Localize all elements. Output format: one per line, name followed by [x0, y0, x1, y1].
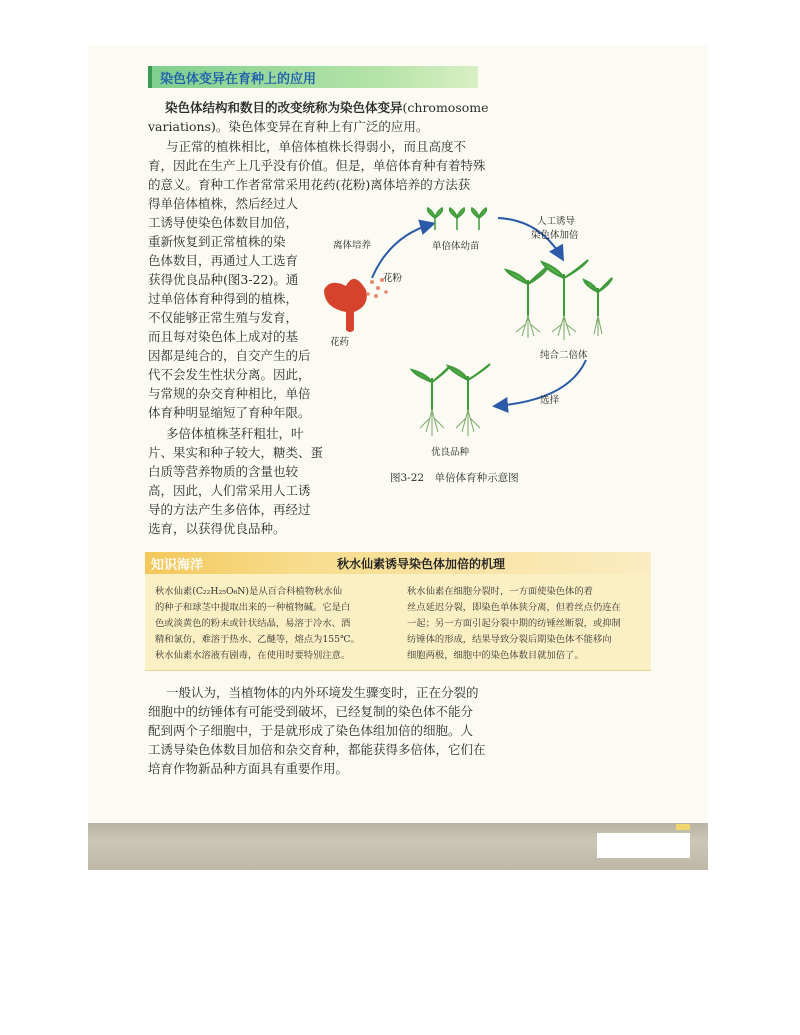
variety-plants-icon	[412, 364, 490, 436]
para4-line: 培育作物新品种方面具有重要作用。	[148, 761, 349, 776]
para2-line: 与常规的杂交育种相比，单倍	[148, 386, 311, 401]
knowledge-left-line: 的种子和球茎中提取出来的一种植物碱。它是白	[155, 602, 351, 613]
para3-line: 多倍体植株茎秆粗壮，叶	[166, 426, 304, 441]
knowledge-right-line: 一起；另一方面引起分裂中期的纺锤丝断裂，或抑制	[407, 618, 621, 629]
knowledge-right-line: 纺锤体的形成，结果导致分裂后期染色体不能移向	[407, 634, 612, 645]
para2-line: 工诱导使染色体数目加倍，	[148, 215, 299, 230]
para4-line: 工诱导染色体数目加倍和杂交育种，都能获得多倍体，它们在	[148, 742, 486, 757]
para2-line: 育，因此在生产上几乎没有价值。但是，单倍体育种有着特殊	[148, 158, 486, 173]
para2-line: 与正常的植株相比，单倍体植株长得弱小，而且高度不	[166, 139, 467, 154]
knowledge-tag: 知识海洋	[151, 558, 204, 573]
label-select: 选择	[540, 395, 560, 406]
para3-line: 白质等营养物质的含量也较	[148, 464, 299, 479]
label-variety: 优良品种	[431, 447, 470, 458]
para2-line: 获得优良品种(图3-22)。通	[148, 272, 299, 287]
section-heading: 染色体变异在育种上的应用	[160, 72, 317, 87]
para2-line: 的意义。育种工作者常常采用花药(花粉)离体培养的方法获	[148, 177, 471, 192]
knowledge-left-line: 秋水仙素(C₂₂H₂₅O₆N)是从百合科植物秋水仙	[155, 586, 343, 597]
para3-line: 高，因此，人们常采用人工诱	[148, 483, 311, 498]
label-induce-1: 人工诱导	[537, 216, 576, 227]
footer-accent-mark	[676, 824, 690, 830]
para3-line: 选育，以获得优良品种。	[148, 521, 286, 536]
haploid-seedlings-icon	[428, 208, 487, 230]
para4-line: 细胞中的纺锤体有可能受到破坏，已经复制的染色体不能分	[148, 704, 474, 719]
para3-line: 导的方法产生多倍体，再经过	[148, 502, 311, 517]
anther-icon	[324, 278, 388, 332]
label-induce-2: 染色体加倍	[531, 230, 579, 241]
knowledge-right-line: 丝点延迟分裂，即染色单体狭分离，但着丝点仍连在	[407, 602, 621, 613]
knowledge-left-line: 秋水仙素水溶液有剧毒，在使用时要特别注意。	[155, 650, 351, 661]
para1-line1-tail: (chromosome	[402, 100, 489, 115]
para2-line: 体育种明显缩短了育种年限。	[148, 405, 311, 420]
para1-bold-lead: 染色体结构和数目的改变统称为染色体变异	[165, 100, 403, 115]
label-diploid: 纯合二倍体	[540, 350, 588, 361]
knowledge-right-column	[407, 584, 647, 664]
knowledge-box	[145, 574, 651, 671]
diploid-plants-icon	[506, 260, 612, 340]
knowledge-left-column	[155, 584, 395, 664]
knowledge-title: 秋水仙素诱导染色体加倍的机理	[337, 557, 506, 571]
knowledge-right-line: 细胞两极，细胞中的染色体数目就加倍了。	[407, 650, 584, 661]
para2-line: 而且每对染色体上成对的基	[148, 329, 299, 344]
para4-line: 配到两个子细胞中，于是就形成了染色体组加倍的细胞。人	[148, 723, 474, 738]
knowledge-header	[145, 552, 651, 574]
para2-line: 得单倍体植株，然后经过人	[148, 196, 299, 211]
para2-line: 不仅能够正常生殖与发育，	[148, 310, 299, 325]
label-haploid: 单倍体幼苗	[432, 241, 480, 252]
para2-line: 色体数目，再通过人工选育	[148, 253, 299, 268]
para2-line: 重新恢复到正常植株的染	[148, 234, 286, 249]
para1-line2: variations)。染色体变异在育种上有广泛的应用。	[148, 119, 429, 134]
para3-line: 片、果实和种子较大，糖类、蛋	[148, 445, 324, 460]
para1-line1	[165, 98, 489, 117]
para2-line: 过单倍体育种得到的植株，	[148, 291, 299, 306]
figure-caption: 图3-22 单倍体育种示意图	[390, 472, 519, 484]
para2-line: 代不会发生性状分离。因此，	[148, 367, 311, 382]
knowledge-left-line: 色或淡黄色的粉末或针状结晶，易溶于冷水、酒	[155, 618, 351, 629]
footer-blank-label	[597, 833, 690, 858]
section-heading-bar	[148, 66, 478, 88]
label-culture: 离体培养	[333, 240, 372, 251]
para4-line: 一般认为，当植物体的内外环境发生骤变时，正在分裂的	[166, 685, 479, 700]
knowledge-right-line: 秋水仙素在细胞分裂时，一方面使染色体的着	[407, 586, 593, 597]
para2-line: 因都是纯合的，自交产生的后	[148, 348, 311, 363]
label-pollen: 花粉	[383, 273, 403, 284]
knowledge-left-line: 精和氯仿，难溶于热水、乙醚等，熔点为155℃。	[155, 634, 360, 645]
label-anther: 花药	[330, 337, 350, 348]
